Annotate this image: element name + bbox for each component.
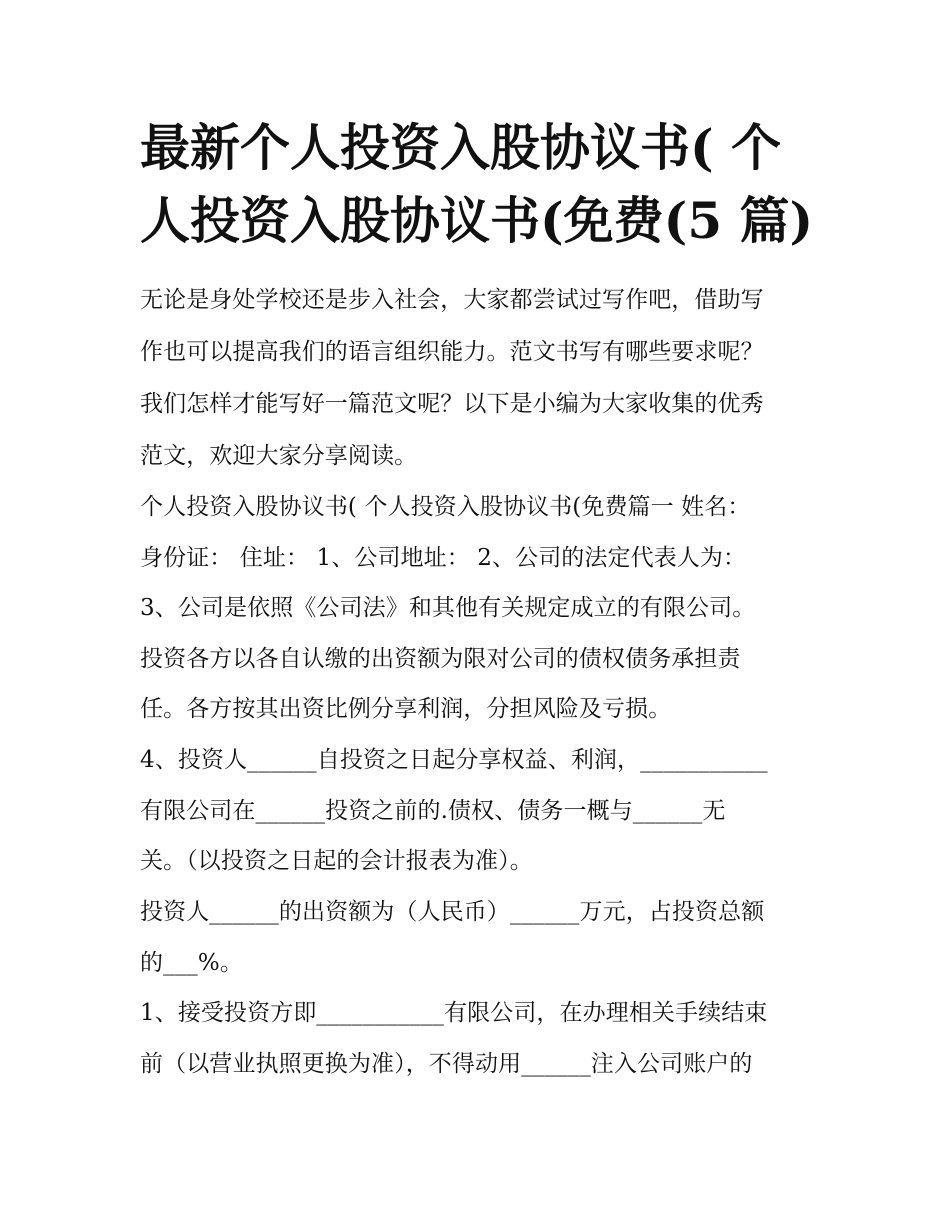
intro-line-1: 无论是身处学校还是步入社会，大家都尝试过写作吧，借助写 [140, 287, 764, 313]
receiving-party-line-2: 前（以营业执照更换为准），不得动用______注入公司账户的 [140, 1051, 753, 1077]
intro-line-3: 我们怎样才能写好一篇范文呢？以下是小编为大家收集的优秀 [140, 391, 764, 417]
clause-3-line-1: 3、公司是依照《公司法》和其他有关规定成立的有限公司。 [140, 595, 756, 621]
intro-line-4: 范文，欢迎大家分享阅读。 [140, 443, 418, 469]
clause-4-line-2: 有限公司在______投资之前的.债权、债务一概与______无 [140, 798, 726, 824]
investment-amount-line-2: 的___%。 [140, 950, 243, 976]
intro-line-2: 作也可以提高我们的语言组织能力。范文书写有哪些要求呢？ [140, 339, 764, 365]
clause-3-line-3: 任。各方按其出资比例分享利润，分担风险及亏损。 [140, 696, 672, 722]
investment-amount-line-1: 投资人______的出资额为（人民币）______万元，占投资总额 [140, 899, 765, 925]
clause-4-line-1: 4、投资人______自投资之日起分享权益、利润，___________ [140, 747, 768, 773]
agreement-heading-line: 个人投资入股协议书( 个人投资入股协议书(免费篇一 姓名： [140, 494, 751, 520]
receiving-party-line-1: 1、接受投资方即___________有限公司，在办理相关手续结束 [140, 1000, 768, 1026]
identity-address-line: 身份证： 住址： 1、公司地址： 2、公司的法定代表人为： [140, 545, 747, 571]
document-title-line-1: 最新个人投资入股协议书( 个 [140, 118, 782, 177]
document-title-line-2: 人投资入股协议书(免费(5 篇) [140, 191, 814, 250]
clause-3-line-2: 投资各方以各自认缴的出资额为限对公司的债权债务承担责 [140, 646, 741, 672]
clause-4-line-3: 关。（以投资之日起的会计报表为准）。 [140, 848, 533, 874]
